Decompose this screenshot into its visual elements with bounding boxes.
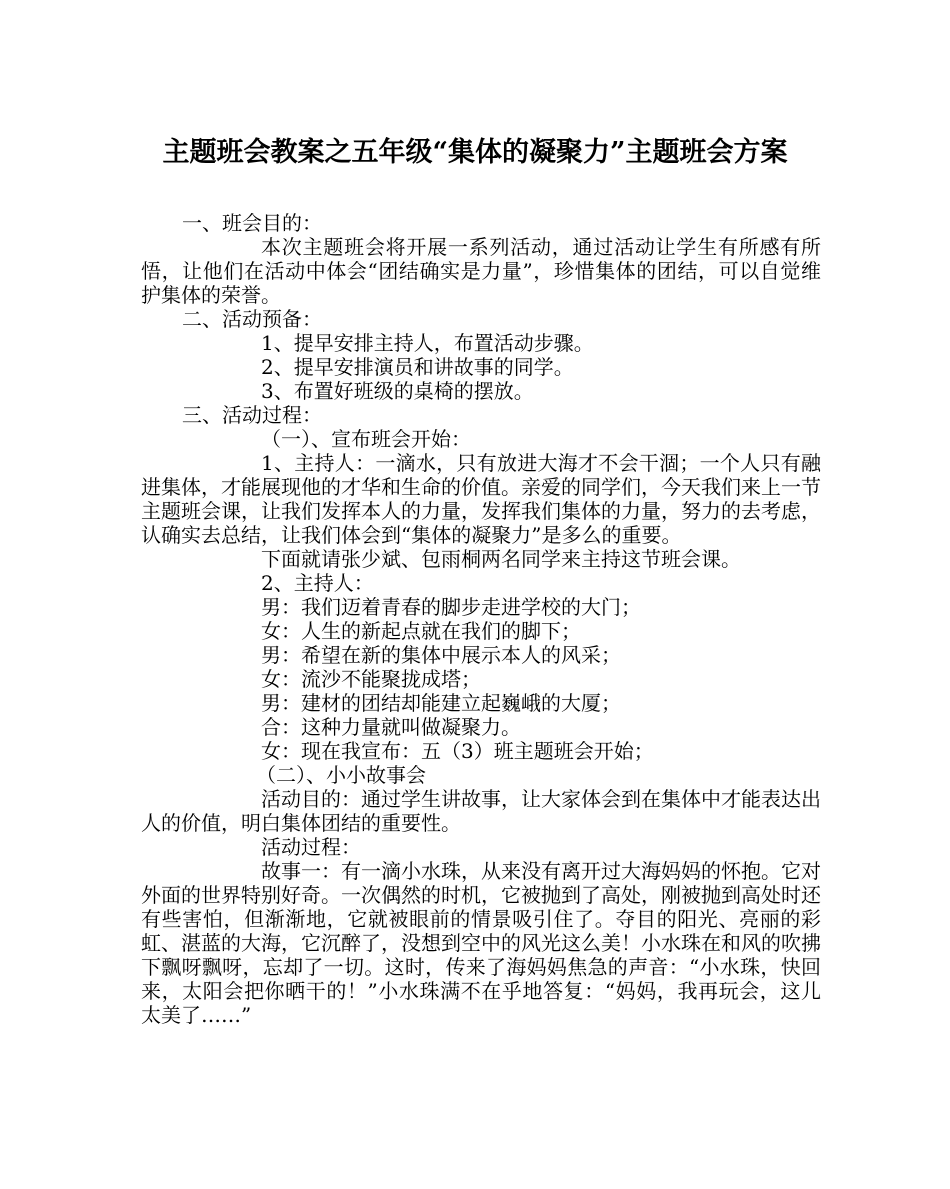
paragraph: （二）、小小故事会 [256,763,426,787]
paragraph: 男：我们迈着青春的脚步走进学校的大门； [261,595,641,619]
document-title: 主题班会教案之五年级“集体的凝聚力”主题班会方案 [162,137,788,168]
paragraph: 合：这种力量就叫做凝聚力。 [261,715,521,739]
paragraph: 2、主持人： [261,571,374,595]
paragraph: 2、提早安排演员和讲故事的同学。 [261,355,574,379]
paragraph: 1、提早安排主持人，布置活动步骤。 [261,331,594,355]
paragraph: 下面就请张少斌、包雨桐两名同学来主持这节班会课。 [261,547,741,571]
paragraph: 故事一：有一滴小水珠，从来没有离开过大海妈妈的怀抱。它对外面的世界特别好奇。一次偶然的时机，它被抛到了高处，刚被抛到高处时还有些害怕，但渐渐地，它就被眼前的情景吸引住了。夺目的阳光、亮丽的彩虹、湛蓝的大海，它沉醉了，没想到空中的风光这么美！小水珠在和风的吹拂下飘呀飘呀，忘却了一切。这时，传来了海妈妈焦急的声音：“小水珠，快回来，太阳会把你晒干的！”小水珠满不在乎地答复：“妈妈，我再玩会，这儿太美了……” [141,859,821,1027]
paragraph: 活动目的：通过学生讲故事，让大家体会到在集体中才能表达出人的价值，明白集体团结的重要性。 [141,787,821,835]
paragraph: 活动过程： [261,835,361,859]
section-heading: 三、活动过程： [182,403,322,427]
paragraph: （一）、宣布班会开始： [261,427,471,451]
paragraph: 女：流沙不能聚拢成塔； [261,667,481,691]
paragraph: 3、布置好班级的桌椅的摆放。 [261,379,534,403]
paragraph: 女：人生的新起点就在我们的脚下； [261,619,581,643]
paragraph: 男：建材的团结却能建立起巍峨的大厦； [261,691,621,715]
paragraph: 本次主题班会将开展一系列活动，通过活动让学生有所感有所悟，让他们在活动中体会“团结确实是力量”，珍惜集体的团结，可以自觉维护集体的荣誉。 [141,235,821,307]
section-heading: 一、班会目的： [182,211,322,235]
paragraph: 男：希望在新的集体中展示本人的风采； [261,643,621,667]
paragraph: 女：现在我宣布：五（3）班主题班会开始； [261,739,654,763]
document-body [141,211,821,1027]
paragraph: 1、主持人：一滴水，只有放进大海才不会干涸；一个人只有融进集体，才能展现他的才华和生命的价值。亲爱的同学们，今天我们来上一节主题班会课，让我们发挥本人的力量，发挥我们集体的力量，努力的去考虑，认确实去总结，让我们体会到“集体的凝聚力”是多么的重要。 [141,451,821,547]
section-heading: 二、活动预备： [182,307,322,331]
